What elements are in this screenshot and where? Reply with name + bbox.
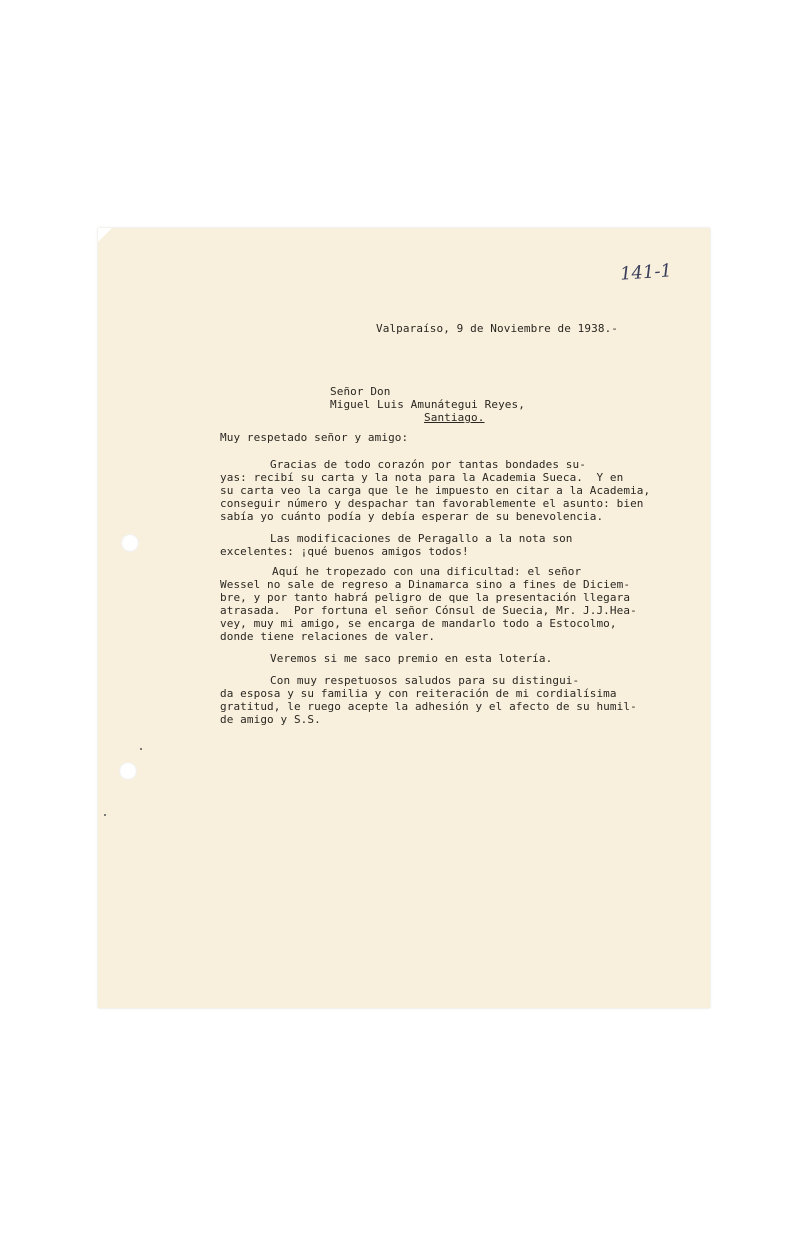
paragraph-line: de amigo y S.S. (220, 713, 321, 726)
salutation: Muy respetado señor y amigo: (220, 431, 409, 444)
paper-speck (140, 748, 142, 750)
paper-corner-fold (98, 228, 112, 242)
paragraph-line: Aquí he tropezado con una dificultad: el señor (272, 565, 582, 578)
paragraph-line: yas: recibí su carta y la nota para la Academia Sueca. Y en (220, 471, 624, 484)
punch-hole-bottom (119, 762, 137, 780)
recipient-city: Santiago. (424, 411, 485, 424)
reference-number: 141-1 (619, 260, 673, 285)
paragraph-line: da esposa y su familia y con reiteración de mi cordialísima (220, 687, 617, 700)
paragraph-line: atrasada. Por fortuna el señor Cónsul de Suecia, Mr. J.J.Hea- (220, 604, 637, 617)
paragraph-line: Veremos si me saco premio en esta lotería. (270, 652, 553, 665)
date-line: Valparaíso, 9 de Noviembre de 1938.- (376, 322, 619, 335)
punch-hole-top (121, 534, 139, 552)
paper-speck (104, 814, 106, 816)
paragraph-line: Wessel no sale de regreso a Dinamarca sino a fines de Diciem- (220, 578, 631, 591)
paragraph-line: bre, y por tanto habrá peligro de que la presentación llegara (220, 591, 631, 604)
paragraph-line: sabía yo cuánto podía y debía esperar de su benevolencia. (220, 510, 604, 523)
recipient-line-2: Miguel Luis Amunátegui Reyes, (330, 398, 525, 411)
recipient-line-1: Señor Don (330, 385, 391, 398)
paragraph-line: conseguir número y despachar tan favorablemente el asunto: bien (220, 497, 644, 510)
paragraph-line: Las modificaciones de Peragallo a la nota son (270, 532, 573, 545)
paragraph-line: Con muy respetuosos saludos para su distingui- (270, 674, 580, 687)
paragraph-line: gratitud, le ruego acepte la adhesión y el afecto de su humil- (220, 700, 637, 713)
paragraph-line: su carta veo la carga que le he impuesto en citar a la Academia, (220, 484, 651, 497)
paragraph-line: Gracias de todo corazón por tantas bondades su- (270, 458, 586, 471)
paragraph-line: excelentes: ¡qué buenos amigos todos! (220, 545, 469, 558)
paragraph-line: vey, muy mi amigo, se encarga de mandarlo todo a Estocolmo, (220, 617, 617, 630)
paragraph-line: donde tiene relaciones de valer. (220, 630, 436, 643)
